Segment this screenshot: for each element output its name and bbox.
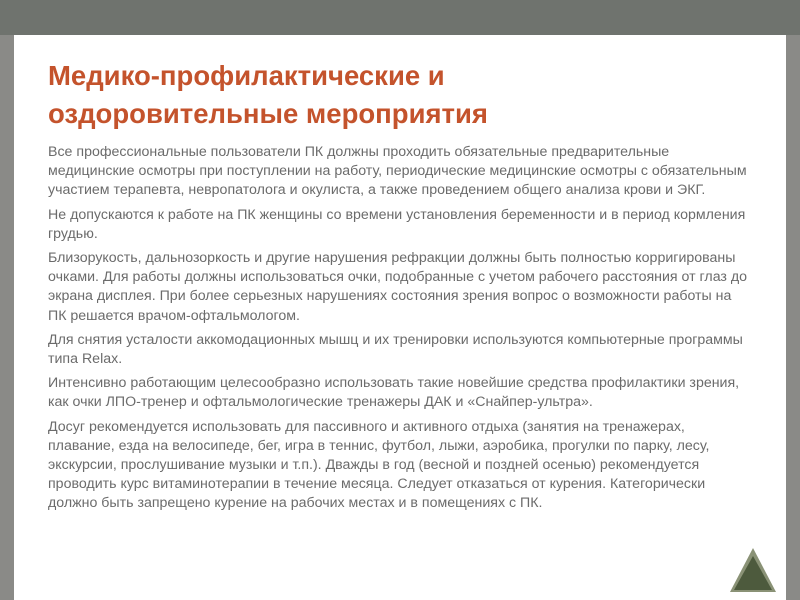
paragraph-medical-exams: Все профессиональные пользователи ПК должны проходить обязательные предварительные медицинские осмотры при поступлении на работу, периодические медицинские осмотры с обязательным участием терапевта, невропатолога и окулиста, а также проведением общего анализа крови и ЭКГ.	[48, 144, 747, 199]
slide-title-line-2: оздоровительные мероприятия	[48, 98, 488, 129]
slide-content	[48, 143, 752, 514]
paragraph-vision-trainers: Интенсивно работающим целесообразно использовать такие новейшие средства профилактики зрения, как очки ЛПО-тренер и офтальмологические тренажеры ДАК и «Снайпер-ультра».	[48, 375, 740, 411]
paragraph-relax-programs: Для снятия усталости аккомодационных мышц и их тренировки используются компьютерные программы типа Relax.	[48, 331, 743, 368]
paragraph-vision-correction: Близорукость, дальнозоркость и другие нарушения рефракции должны быть полностью корригированы очками. Для работы должны использоваться очки, подобранные с учетом рабочего расстояния от глаз до экрана дисплея. При более серьезных нарушениях состояния зрения вопрос о возможности работы на ПК решается врачом-офтальмологом.	[48, 250, 748, 324]
slide-title	[48, 57, 752, 133]
paragraph-pregnancy: Не допускаются к работе на ПК женщины со времени установления беременности и в период кормления грудью.	[48, 206, 746, 242]
top-band	[0, 0, 800, 35]
slide-title-line-1: Медико-профилактические и	[48, 60, 445, 91]
paragraph-leisure: Досуг рекомендуется использовать для пассивного и активного отдыха (занятия на тренажерах, плавание, езда на велосипеде, бег, игра в теннис, футбол, лыжи, аэробика, прогулки по парку, лесу, экскурсии, прослушивание музыки и т.п.). Дважды в год (весной и поздней осенью) рекомендуется проводить курс витаминотерапии в течение месяца. Следует отказаться от курения. Категорически должно быть запрещено курение на рабочих местах и в помещениях с ПК.	[48, 418, 710, 512]
triangle-corner-icon	[728, 544, 778, 594]
slide	[14, 35, 786, 600]
